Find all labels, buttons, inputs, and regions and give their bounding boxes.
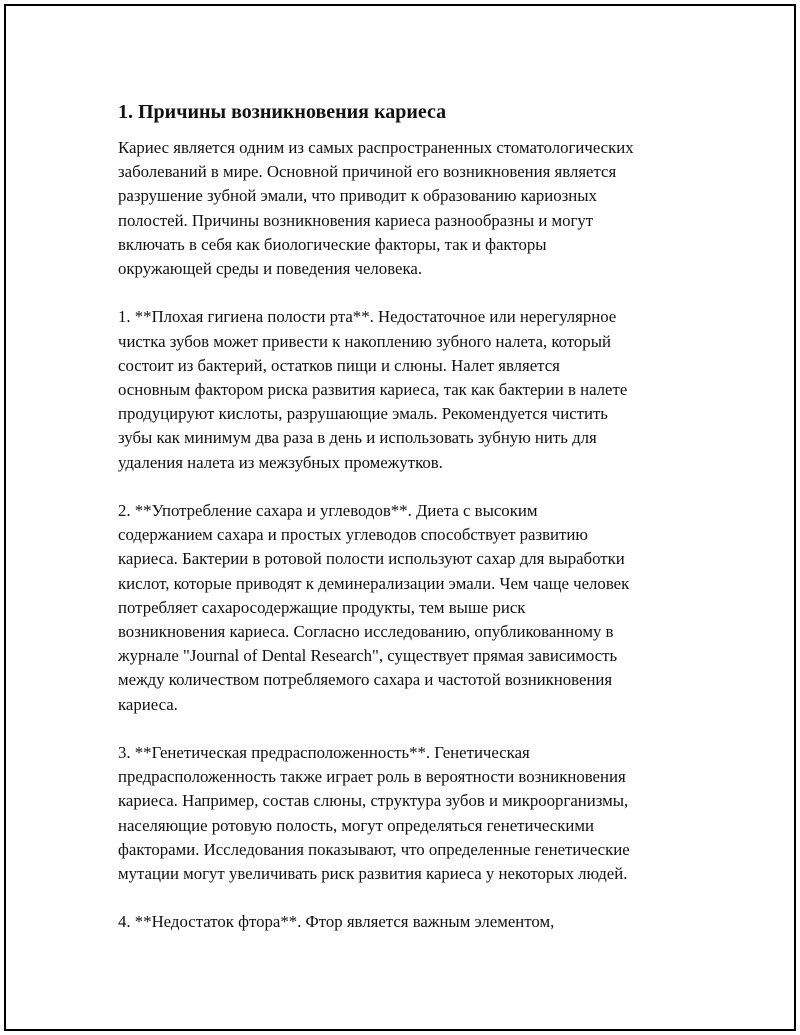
text-line: содержанием сахара и простых углеводов способствует развитию: [118, 525, 588, 545]
paragraph-hygiene: [118, 305, 718, 474]
paragraph-intro: [118, 136, 718, 281]
text-line: возникновения кариеса. Согласно исследованию, опубликованному в: [118, 622, 614, 642]
text-line: журнале "Journal of Dental Research", существует прямая зависимость: [118, 646, 618, 666]
text-line: предрасположенность также играет роль в вероятности возникновения: [118, 767, 626, 787]
text-line: кариеса.: [118, 694, 178, 714]
text-line: окружающей среды и поведения человека.: [118, 259, 423, 279]
text-line: продуцируют кислоты, разрушающие эмаль. Рекомендуется чистить: [118, 404, 608, 424]
text-line: полостей. Причины возникновения кариеса разнообразны и могут: [118, 210, 594, 230]
text-line: разрушение зубной эмали, что приводит к образованию кариозных: [118, 186, 597, 206]
text-line: 3. **Генетическая предрасположенность**. Генетическая: [118, 743, 530, 763]
text-line: населяющие ротовую полость, могут определяться генетическими: [118, 815, 594, 835]
text-line: 2. **Употребление сахара и углеводов**. Диета с высоким: [118, 501, 538, 521]
text-line: 4. **Недостаток фтора**. Фтор является важным элементом,: [118, 912, 555, 932]
text-line: удаления налета из межзубных промежутков.: [118, 452, 443, 472]
paragraph-fluoride: [118, 910, 718, 934]
text-line: заболеваний в мире. Основной причиной его возникновения является: [118, 162, 617, 182]
document-body: [118, 98, 718, 935]
text-line: состоит из бактерий, остатков пищи и слюны. Налет является: [118, 355, 560, 375]
text-line: чистка зубов может привести к накоплению зубного налета, который: [118, 331, 611, 351]
page-border: [4, 4, 796, 1031]
text-line: зубы как минимум два раза в день и использовать зубную нить для: [118, 428, 597, 448]
section-heading: 1. Причины возникновения кариеса: [118, 101, 447, 123]
text-line: основным фактором риска развития кариеса, так как бактерии в налете: [118, 380, 628, 400]
paragraph-genetics: [118, 741, 718, 886]
text-line: включать в себя как биологические факторы, так и факторы: [118, 234, 547, 254]
text-line: кислот, которые приводят к деминерализации эмали. Чем чаще человек: [118, 573, 630, 593]
text-line: мутации могут увеличивать риск развития кариеса у некоторых людей.: [118, 864, 628, 884]
text-line: потребляет сахаросодержащие продукты, тем выше риск: [118, 597, 526, 617]
text-line: кариеса. Бактерии в ротовой полости используют сахар для выработки: [118, 549, 625, 569]
text-line: кариеса. Например, состав слюны, структура зубов и микроорганизмы,: [118, 791, 629, 811]
paragraph-sugar: [118, 499, 718, 717]
text-line: факторами. Исследования показывают, что определенные генетические: [118, 839, 630, 859]
text-line: 1. **Плохая гигиена полости рта**. Недостаточное или нерегулярное: [118, 307, 617, 327]
text-line: Кариес является одним из самых распространенных стоматологических: [118, 138, 634, 157]
text-line: между количеством потребляемого сахара и частотой возникновения: [118, 670, 613, 690]
